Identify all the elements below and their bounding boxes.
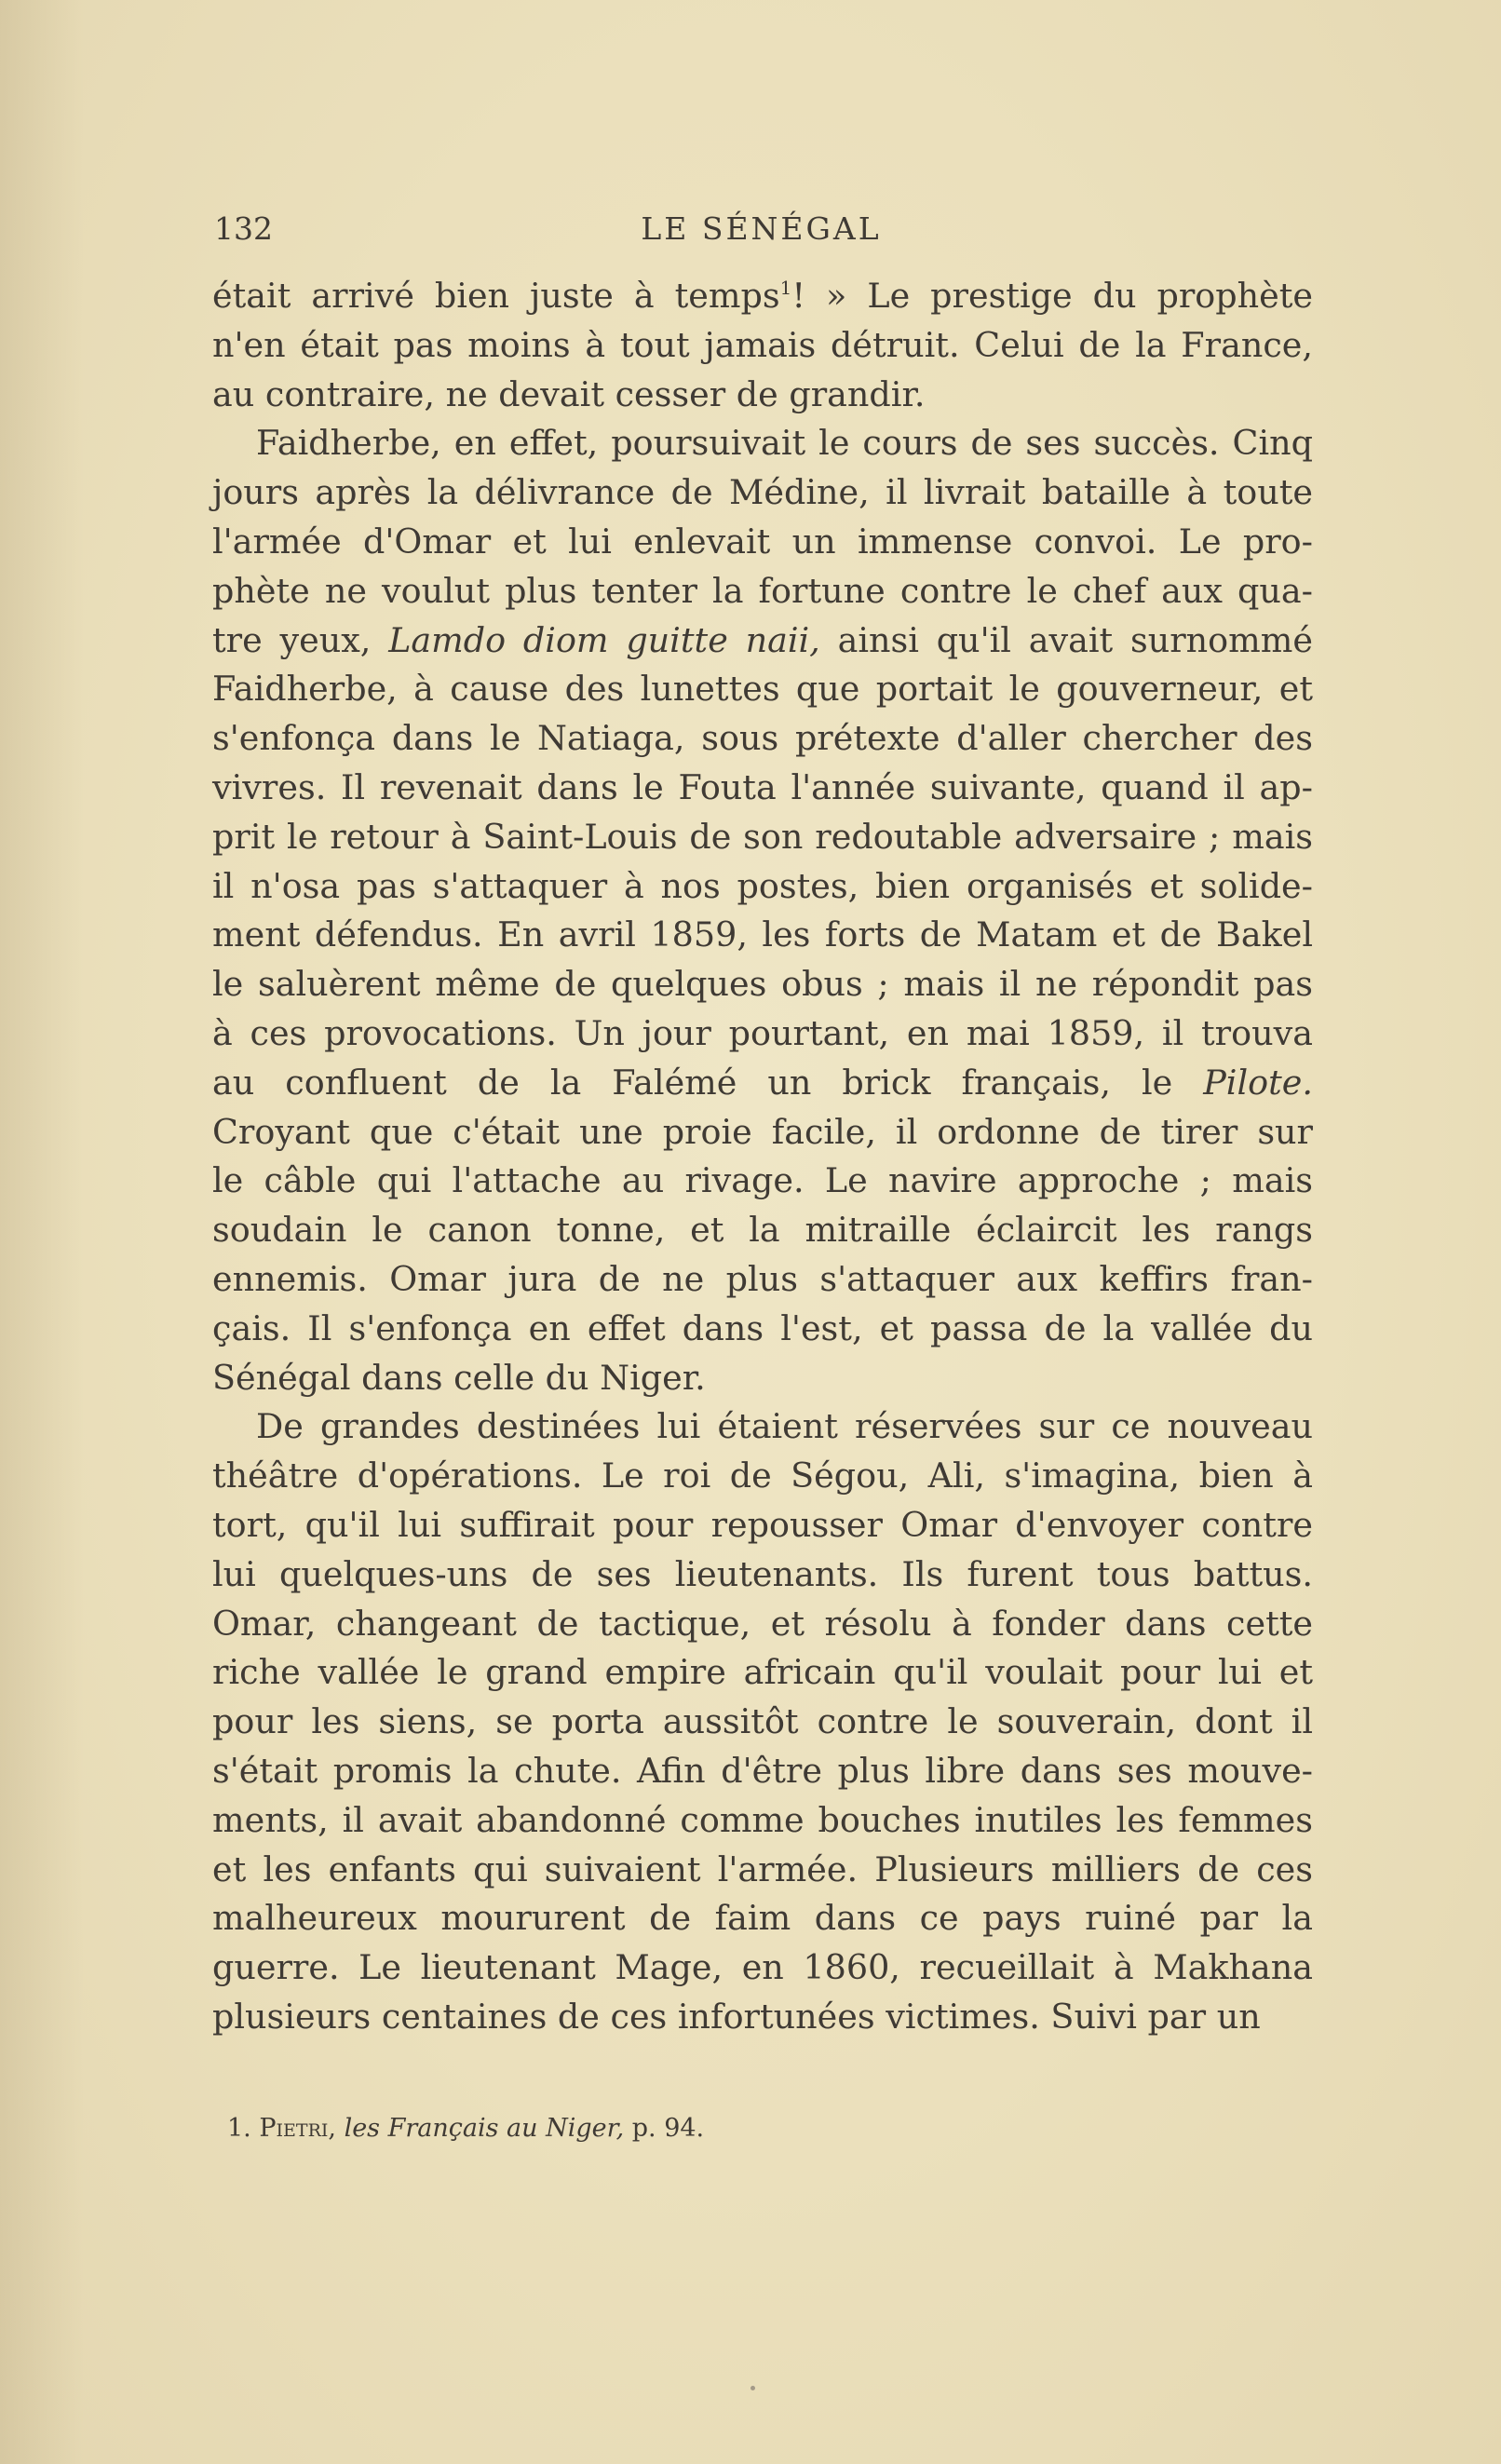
text-line-segment: au contraire, ne devait cesser de grandir. <box>212 373 926 414</box>
text-line <box>212 518 1313 567</box>
text-line <box>212 1452 1313 1501</box>
page-gutter-shadow <box>0 0 84 2464</box>
text-line <box>212 1108 1313 1158</box>
text-line <box>212 371 1313 420</box>
text-line-segment: s'enfonça dans le Natiaga, sous prétexte d'aller chercher des <box>212 718 1313 759</box>
text-line <box>212 1305 1313 1354</box>
text-line-segment: plusieurs centaines de ces infortunées victimes. Suivi par un <box>212 1996 1261 2037</box>
text-line <box>212 1993 1313 2042</box>
text-line <box>212 1157 1313 1206</box>
paper-speck <box>750 2386 755 2390</box>
text-line-segment: était arrivé bien juste à temps <box>212 276 780 316</box>
text-line <box>212 911 1313 960</box>
text-line-segment: théâtre d'opérations. Le roi de Ségou, Ali, s'imagina, bien à <box>212 1455 1313 1496</box>
text-line-segment: malheureux moururent de faim dans ce pays ruiné par la <box>212 1898 1313 1939</box>
text-line-segment: vivres. Il revenait dans le Fouta l'année suivante, quand il ap- <box>212 766 1313 807</box>
page-header <box>214 210 1308 257</box>
italic-phrase: Lamdo diom guitte naii, <box>388 619 820 660</box>
text-line-segment: Faidherbe, en effet, poursuivait le cours de ses succès. Cinq <box>256 423 1313 464</box>
text-line-segment: riche vallée le grand empire africain qu'il voulait pour lui et <box>212 1652 1313 1693</box>
footnote <box>227 2114 704 2143</box>
text-line <box>212 616 1313 666</box>
text-line-segment: ennemis. Omar jura de ne plus s'attaquer aux keffirs fran- <box>212 1258 1313 1299</box>
text-line <box>212 862 1313 912</box>
text-line <box>212 813 1313 862</box>
text-line-segment: ments, il avait abandonné comme bouches inutiles les femmes <box>212 1799 1313 1840</box>
text-line-segment: l'armée d'Omar et lui enlevait un immense convoi. Le pro- <box>212 521 1313 562</box>
text-line-segment: ! » Le prestige du prophète <box>791 276 1313 316</box>
text-line <box>212 764 1313 813</box>
text-line-segment: ment défendus. En avril 1859, les forts de Matam et de Bakel <box>212 914 1313 955</box>
text-line-segment: le saluèrent même de quelques obus ; mais il ne répondit pas <box>212 964 1313 1005</box>
text-line-segment: soudain le canon tonne, et la mitraille éclaircit les rangs <box>212 1210 1313 1251</box>
text-line <box>212 1648 1313 1698</box>
text-line-segment: jours après la délivrance de Médine, il livrait bataille à toute <box>212 472 1313 513</box>
text-line-segment: Croyant que c'était une proie facile, il ordonne de tirer sur <box>212 1111 1313 1152</box>
text-line <box>212 272 1313 321</box>
text-line <box>212 1255 1313 1305</box>
footnote-title: les Français au Niger, <box>344 2114 625 2143</box>
text-line-segment: à ces provocations. Un jour pourtant, en mai 1859, il trouva <box>212 1012 1313 1053</box>
text-line <box>212 714 1313 764</box>
italic-phrase: Pilote. <box>1203 1062 1313 1103</box>
text-line-segment: çais. Il s'enfonça en effet dans l'est, et passa de la vallée du <box>212 1307 1313 1348</box>
text-line <box>212 1796 1313 1846</box>
text-line-segment: le câble qui l'attache au rivage. Le navire approche ; mais <box>212 1160 1313 1201</box>
text-line-segment: s'était promis la chute. Afin d'être plus libre dans ses mouve- <box>212 1750 1313 1791</box>
text-line-segment: tort, qu'il lui suffirait pour repousser Omar d'envoyer contre <box>212 1504 1313 1545</box>
text-line-segment: n'en était pas moins à tout jamais détruit. Celui de la France, <box>212 324 1313 365</box>
text-line-segment: ainsi qu'il avait surnommé <box>819 619 1313 660</box>
body-text <box>212 272 1313 2042</box>
running-head: LE SÉNÉGAL <box>641 210 882 247</box>
text-line-segment: Omar, changeant de tactique, et résolu à fonder dans cette <box>212 1603 1313 1644</box>
text-line <box>212 1550 1313 1600</box>
text-line-segment: lui quelques-uns de ses lieutenants. Ils furent tous battus. <box>212 1553 1313 1594</box>
text-line <box>212 1943 1313 1993</box>
text-line <box>212 567 1313 616</box>
text-line <box>212 321 1313 371</box>
text-line <box>212 1059 1313 1108</box>
text-line <box>212 1846 1313 1895</box>
text-line-segment: et les enfants qui suivaient l'armée. Plusieurs milliers de ces <box>212 1848 1313 1889</box>
text-line-segment: Sénégal dans celle du Niger. <box>212 1357 706 1398</box>
text-line <box>212 960 1313 1009</box>
text-line-segment: De grandes destinées lui étaient réservées sur ce nouveau <box>256 1406 1313 1447</box>
page-number: 132 <box>214 210 273 247</box>
text-line <box>212 665 1313 714</box>
text-line-segment: guerre. Le lieutenant Mage, en 1860, recueillait à Makhana <box>212 1947 1313 1988</box>
text-line-segment: il n'osa pas s'attaquer à nos postes, bien organisés et solide- <box>212 865 1313 906</box>
footnote-number: 1. <box>227 2114 251 2143</box>
footnote-page: p. 94. <box>631 2114 705 2143</box>
footnote-author: Pietri, <box>259 2114 336 2143</box>
text-line-segment: au confluent de la Falémé un brick français, le <box>212 1062 1204 1103</box>
footnote-reference: 1 <box>779 277 792 299</box>
text-line <box>212 1600 1313 1649</box>
text-line-segment: tre yeux, <box>212 619 389 660</box>
text-line-segment: prit le retour à Saint-Louis de son redoutable adversaire ; mais <box>212 816 1313 857</box>
text-line-segment: Faidherbe, à cause des lunettes que portait le gouverneur, et <box>212 669 1313 710</box>
text-line <box>212 1354 1313 1403</box>
text-line-segment: pour les siens, se porta aussitôt contre le souverain, dont il <box>212 1701 1313 1742</box>
text-line <box>212 1206 1313 1255</box>
text-line <box>212 1501 1313 1550</box>
text-line <box>212 1747 1313 1796</box>
text-line <box>212 419 1313 468</box>
text-line-segment: phète ne voulut plus tenter la fortune contre le chef aux qua- <box>212 570 1313 611</box>
text-line <box>212 1009 1313 1059</box>
text-line <box>212 1894 1313 1943</box>
text-line <box>212 468 1313 518</box>
text-line <box>212 1402 1313 1452</box>
text-line <box>212 1698 1313 1747</box>
